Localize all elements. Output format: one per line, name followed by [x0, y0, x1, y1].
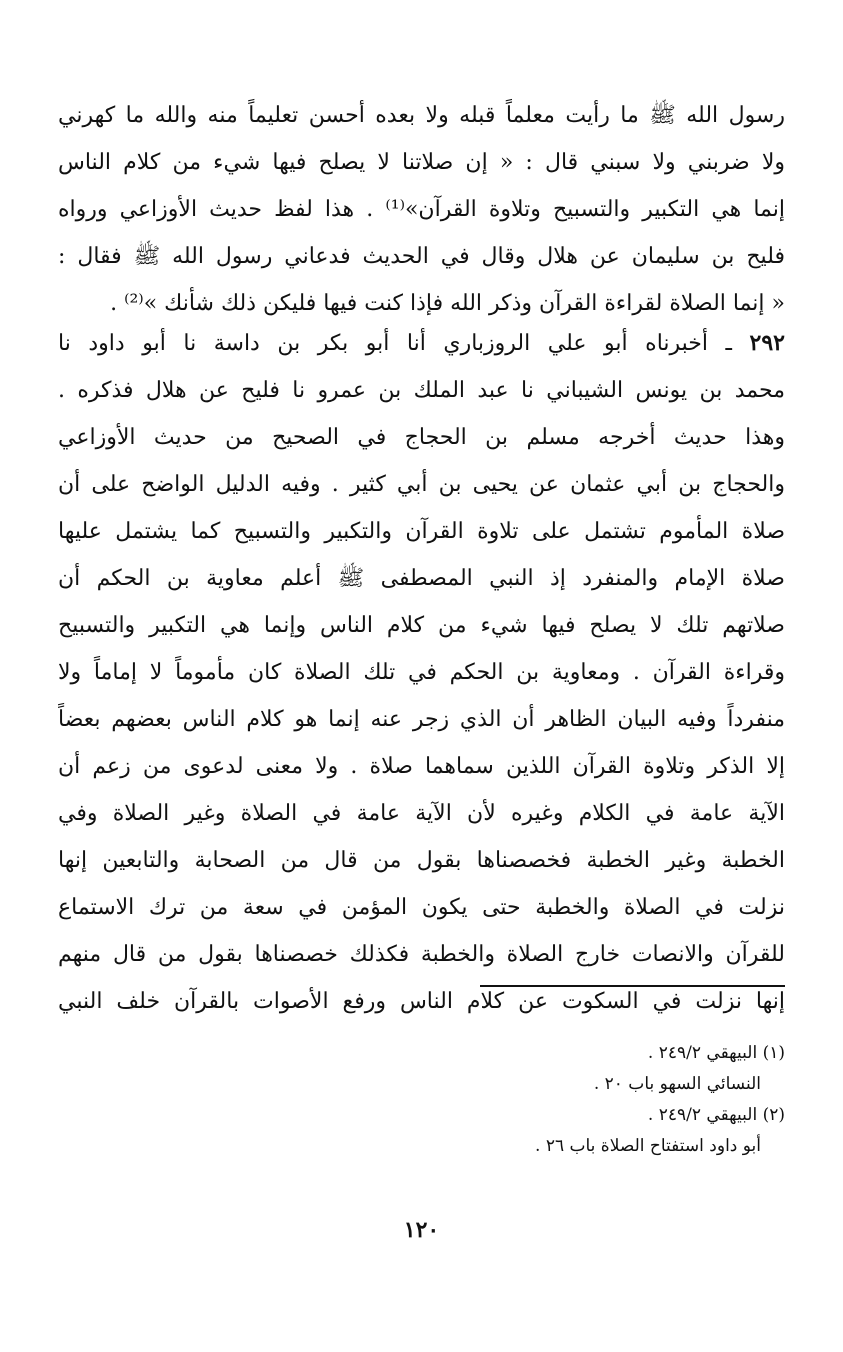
text-line: « إنما الصلاة لقراءة القرآن وذكر الله فإذا كنت فيها فليكن ذلك شأنك »⁽²⁾ . — [110, 291, 785, 316]
text-line: إنما هي التكبير والتسبيح وتلاوة القرآن»⁽¹⁾ . هذا لفظ حديث الأوزاعي ورواه — [58, 197, 785, 222]
paragraph-1 — [58, 92, 785, 327]
text-line: الخطبة وغير الخطبة فخصصناها بقول من قال من الصحابة والتابعين إنها — [58, 848, 785, 873]
text-line: فليح بن سليمان عن هلال وقال في الحديث فدعاني رسول الله ﷺ فقال : — [58, 244, 785, 269]
text-line: صلاة الإمام والمنفرد إذ النبي المصطفى ﷺ أعلم معاوية بن الحكم أن — [58, 566, 785, 591]
text-line: الآية عامة في الكلام وغيره لأن الآية عامة في الصلاة وغير الصلاة وفي — [58, 801, 785, 826]
footnote-1-ref: النسائي السهو باب ٢٠ . — [593, 1074, 761, 1094]
text-line: محمد بن يونس الشيباني نا عبد الملك بن عمرو نا فليح عن هلال فذكره . — [58, 378, 785, 403]
page-number: ١٢٠ — [403, 1217, 440, 1243]
text-line: للقرآن والانصات خارج الصلاة والخطبة فكذلك خصصناها بقول من قال منهم — [58, 942, 785, 967]
footnote-divider — [480, 985, 785, 987]
footnotes — [380, 1038, 785, 1162]
footnote-2-ref: أبو داود استفتاح الصلاة باب ٢٦ . — [535, 1136, 761, 1156]
text-line: رسول الله ﷺ ما رأيت معلماً قبله ولا بعده أحسن تعليماً منه والله ما كهرني — [58, 103, 785, 128]
text-line: وهذا حديث أخرجه مسلم بن الحجاج في الصحيح من حديث الأوزاعي — [58, 425, 785, 450]
text-line-first — [58, 320, 785, 367]
text-line-start: ـ أخبرناه أبو علي الروزباري أنا أبو بكر بن داسة نا أبو داود نا — [58, 331, 732, 356]
hadith-number: ٢٩٢ — [749, 330, 785, 356]
text-line: إنها نزلت في السكوت عن كلام الناس ورفع الأصوات بالقرآن خلف النبي — [58, 989, 785, 1014]
text-line: نزلت في الصلاة والخطبة حتى يكون المؤمن في سعة من ترك الاستماع — [58, 895, 785, 920]
text-line: منفرداً وفيه البيان الظاهر أن الذي زجر عنه إنما هو كلام الناس بعضهم بعضاً — [58, 707, 785, 732]
text-line: إلا الذكر وتلاوة القرآن اللذين سماهما صلاة . ولا معنى لدعوى من زعم أن — [58, 754, 785, 779]
footnote-1: (١) البيهقي ٢٤٩/٢ . — [647, 1043, 785, 1063]
text-line: صلاة المأموم تشتمل على تلاوة القرآن والتكبير والتسبيح كما يشتمل عليها — [58, 519, 785, 544]
text-line: وقراءة القرآن . ومعاوية بن الحكم في تلك الصلاة كان مأموماً لا إماماً ولا — [58, 660, 785, 685]
paragraph-2 — [58, 320, 785, 1025]
text-line: والحجاج بن أبي عثمان عن يحيى بن أبي كثير . وفيه الدليل الواضح على أن — [58, 472, 785, 497]
footnote-2: (٢) البيهقي ٢٤٩/٢ . — [647, 1105, 785, 1125]
text-line: ولا ضربني ولا سبني قال : « إن صلاتنا لا يصلح فيها شيء من كلام الناس — [58, 150, 785, 175]
text-line: صلاتهم تلك لا يصلح فيها شيء من كلام الناس وإنما هي التكبير والتسبيح — [58, 613, 785, 638]
